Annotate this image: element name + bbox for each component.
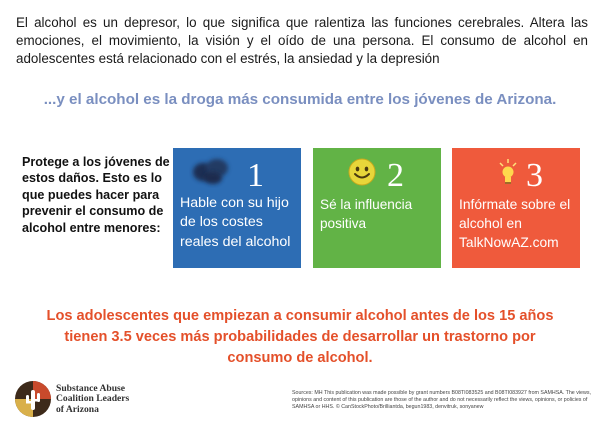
- warning-statement: Los adolescentes que empiezan a consumir alcohol antes de los 15 años tienen 3.5 veces más probabilidades de desarrollar un trastorno por consumo de alcohol.: [46, 308, 554, 366]
- tile-text: Infórmate sobre el alcohol en TalkNowAZ.com: [459, 197, 571, 250]
- bulb-icon: [498, 158, 518, 188]
- prevention-prompt: Protege a los jóvenes de estos daños. Esto es lo que puedes hacer para prevenir el consumo de alcohol entre menores:: [22, 155, 170, 235]
- tile-text: Sé la influencia positiva: [320, 197, 413, 231]
- tile-number: 3: [526, 157, 543, 194]
- smile-icon: [347, 157, 377, 187]
- sources-footnote: Sources: MH This publication was made possible by grant numbers B08TI083525 and B08TI083927 from SAMHSA. The views, opinions and content of this publication are those of the author and do not necessarily reflect the views, opinions, or policies of SAMHSA or HHS. © CanStockPhoto/Brilliantda, begun1983, denvitruk, sonyanew: [292, 390, 591, 410]
- headline: ...y el alcohol es la droga más consumida entre los jóvenes de Arizona.: [43, 91, 557, 108]
- tile-text: Hable con su hijo de los costes reales del alcohol: [180, 195, 291, 250]
- tip-tile-1: [173, 148, 301, 268]
- tip-tile-2: [313, 148, 441, 268]
- tile-number: 2: [387, 157, 404, 194]
- intro-paragraph: El alcohol es un depresor, lo que significa que ralentiza las funciones cerebrales. Altera las emociones, el movimiento, la visión y el oído de una persona. El consumo de alcohol en adolescentes está relacionado con el estrés, la ansiedad y la depresión: [16, 15, 588, 66]
- tip-tile-3: [452, 148, 580, 268]
- coalition-logo: [14, 380, 164, 420]
- tile-number: 1: [247, 157, 264, 194]
- logo-emblem-icon: [14, 380, 52, 418]
- logo-text: Substance Abuse Coalition Leaders of Arizona: [56, 383, 130, 415]
- smoke-icon: [189, 154, 235, 188]
